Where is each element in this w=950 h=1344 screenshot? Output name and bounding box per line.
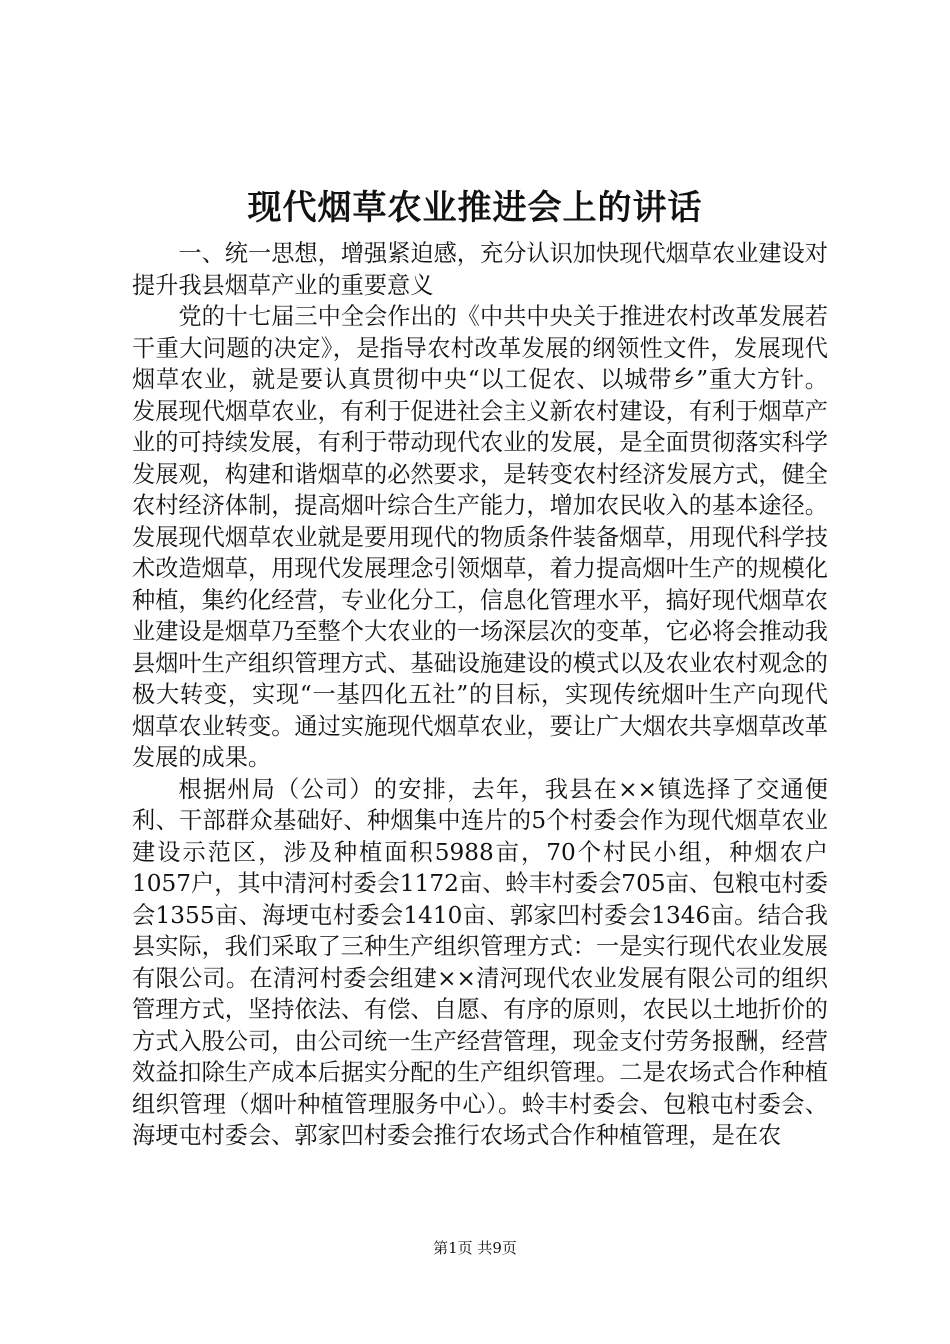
- page-number-footer: 第1页 共9页: [433, 1239, 517, 1257]
- document-title: 现代烟草农业推进会上的讲话: [247, 188, 703, 228]
- section-heading: 一、统一思想，增强紧迫感，充分认识加快现代烟草农业建设对提升我县烟草产业的重要意义: [132, 240, 828, 299]
- document-body: [132, 238, 828, 1152]
- body-paragraph: 党的十七届三中全会作出的《中共中央关于推进农村改革发展若干重大问题的决定》，是指导农村改革发展的纲领性文件，发展现代烟草农业，就是要认真贯彻中央“以工促农、以城带乡”重大方针。发展现代烟草农业，有利于促进社会主义新农村建设，有利于烟草产业的可持续发展，有利于带动现代农业的发展，是全面贯彻落实科学发展观，构建和谐烟草的必然要求，是转变农村经济发展方式，健全农村经济体制，提高烟叶综合生产能力，增加农民收入的基本途径。发展现代烟草农业就是要用现代的物质条件装备烟草，用现代科学技术改造烟草，用现代发展理念引领烟草，着力提高烟叶生产的规模化种植，集约化经营，专业化分工，信息化管理水平，搞好现代烟草农业建设是烟草乃至整个大农业的一场深层次的变革，它必将会推动我县烟叶生产组织管理方式、基础设施建设的模式以及农业农村观念的极大转变，实现“一基四化五社”的目标，实现传统烟叶生产向现代烟草农业转变。通过实施现代烟草农业，要让广大烟农共享烟草改革发展的成果。: [132, 303, 828, 771]
- body-paragraph: 根据州局（公司）的安排，去年，我县在××镇选择了交通便利、干部群众基础好、种烟集中连片的5个村委会作为现代烟草农业建设示范区，涉及种植面积5988亩，70个村民小组，种烟农户1057户，其中清河村委会1172亩、蛉丰村委会705亩、包粮屯村委会1355亩、海埂屯村委会1410亩、郭家凹村委会1346亩。结合我县实际，我们采取了三种生产组织管理方式：一是实行现代农业发展有限公司。在清河村委会组建××清河现代农业发展有限公司的组织管理方式，坚持依法、有偿、自愿、有序的原则，农民以土地折价的方式入股公司，由公司统一生产经营管理，现金支付劳务报酬，经营效益扣除生产成本后据实分配的生产组织管理。二是农场式合作种植组织管理（烟叶种植管理服务中心）。蛉丰村委会、包粮屯村委会、海埂屯村委会、郭家凹村委会推行农场式合作种植管理，是在农: [132, 775, 828, 1149]
